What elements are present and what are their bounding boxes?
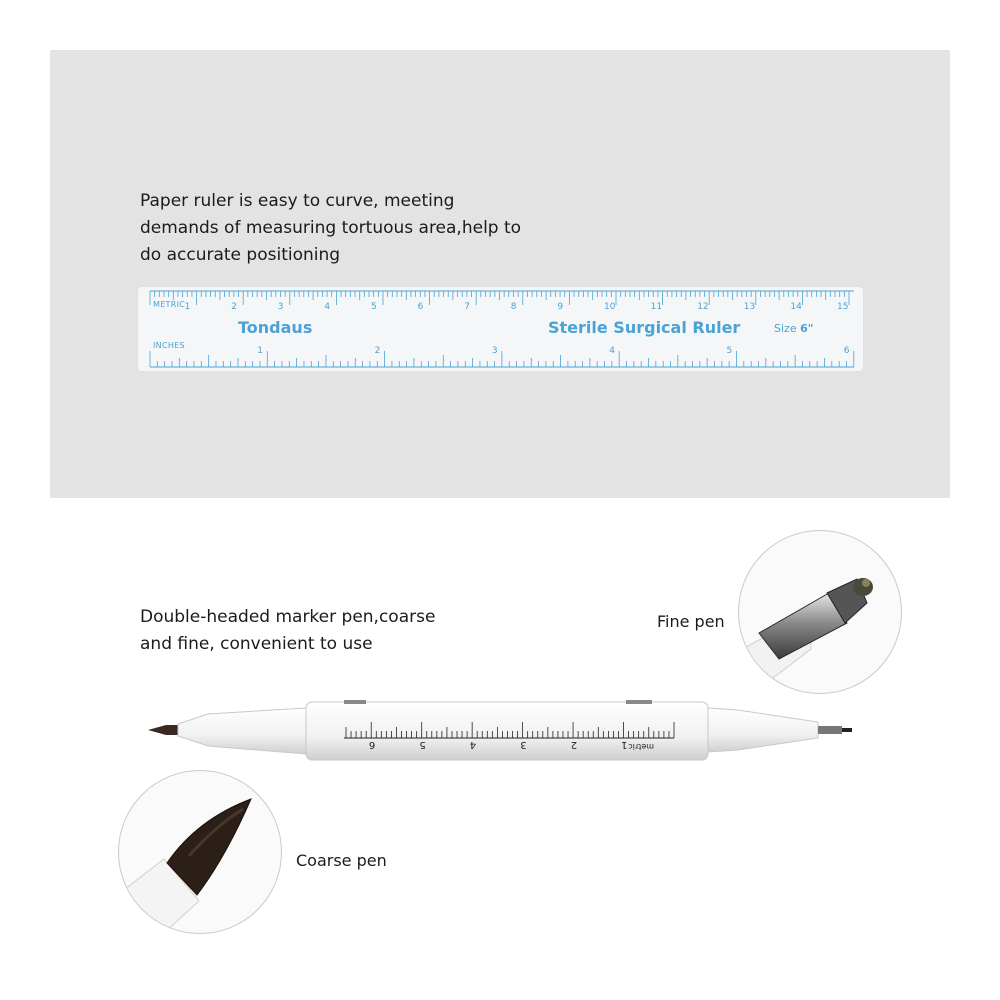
- fine-tip-icon: [739, 531, 901, 693]
- coarse-tip-icon: [119, 771, 281, 933]
- fine-pen-label: Fine pen: [657, 612, 725, 631]
- metric-number: 8: [510, 302, 517, 312]
- inch-number: 3: [491, 346, 498, 356]
- metric-number: 13: [743, 302, 756, 312]
- inch-number: 1: [257, 346, 264, 356]
- pen-scale-number: 1: [621, 739, 628, 750]
- double-headed-marker-pen: [148, 698, 868, 768]
- inch-number: 6: [843, 346, 850, 356]
- pen-scale-number: 4: [469, 739, 477, 750]
- ruler-photo-panel: [50, 50, 950, 498]
- coarse-pen-label: Coarse pen: [296, 851, 387, 870]
- metric-number: 10: [604, 302, 616, 312]
- inches-label: INCHES: [153, 341, 185, 350]
- metric-number: 1: [184, 302, 191, 312]
- paper-ruler: [138, 287, 863, 371]
- pen-scale-number: 6: [368, 739, 376, 750]
- ruler-caption: [140, 188, 521, 269]
- metric-label: METRIC: [153, 300, 186, 309]
- metric-number: 9: [557, 302, 564, 312]
- pen-metric-label: metric: [628, 742, 654, 751]
- pen-caption-line-1: Double-headed marker pen,coarse: [140, 607, 436, 627]
- ruler-caption-line-3: do accurate positioning: [140, 245, 341, 265]
- size-label: Size: [774, 322, 797, 335]
- pen-caption: [140, 604, 435, 658]
- metric-number: 11: [650, 302, 663, 312]
- ruler-brand: Tondaus: [238, 318, 313, 337]
- ruler-title: Sterile Surgical Ruler: [548, 318, 741, 337]
- inch-number: 4: [609, 346, 615, 356]
- ruler-size: [774, 322, 813, 335]
- metric-number: 6: [417, 302, 424, 312]
- coarse-tip-zoom: [118, 770, 282, 934]
- ruler-caption-line-2: demands of measuring tortuous area,help to: [140, 218, 522, 238]
- ruler-caption-line-1: Paper ruler is easy to curve, meeting: [140, 191, 455, 211]
- size-value: 6": [800, 322, 814, 335]
- pen-caption-line-2: and fine, convenient to use: [140, 634, 373, 654]
- pen-scale-number: 2: [570, 739, 578, 750]
- pen-scale-number: 5: [419, 739, 426, 750]
- inch-number: 2: [374, 346, 381, 356]
- pen-scale-number: 3: [520, 739, 527, 750]
- fine-tip-zoom: [738, 530, 902, 694]
- metric-number: 3: [277, 302, 284, 312]
- inch-number: 5: [726, 346, 733, 356]
- metric-number: 2: [231, 302, 237, 312]
- metric-number: 12: [697, 302, 709, 312]
- metric-number: 14: [790, 302, 802, 312]
- metric-number: 15: [837, 302, 849, 312]
- metric-number: 7: [464, 302, 470, 312]
- metric-number: 5: [371, 302, 377, 312]
- metric-number: 4: [324, 302, 331, 312]
